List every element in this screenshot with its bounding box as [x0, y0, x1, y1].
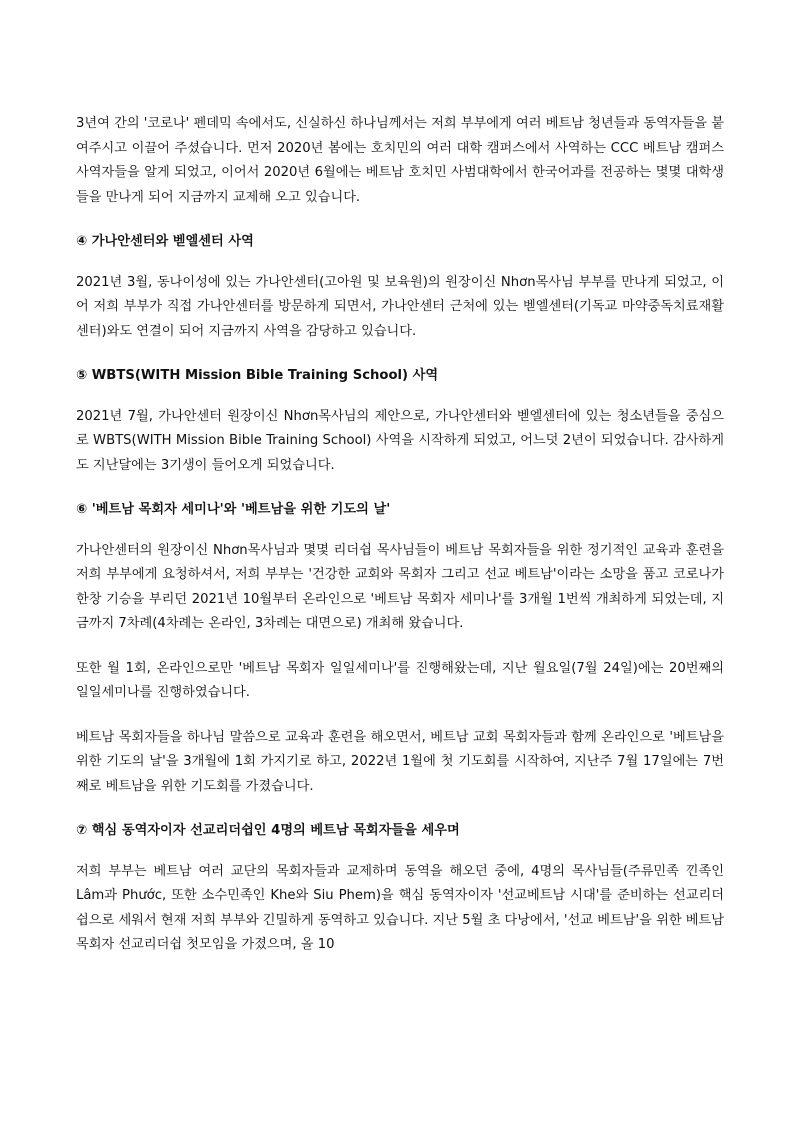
- section-7-paragraph: 저희 부부는 베트남 여러 교단의 목회자들과 교제하며 동역을 해오던 중에, 4명의 목사님들(주류민족 낀족인 Lâm과 Phước, 또한 소수민족인 Khe와 Siu Phem)을 핵심 동역자이자 '선교베트남 시대'를 준비하는 선교리더쉽으로 세워서 현재 저희 부부와 긴밀하게 동역하고 있습니다. 지난 5월 초 다낭에서, '선교 베트남'을 위한 베트남 목회자 선교리더쉽 첫모임을 가졌으며, 올 10: [76, 863, 724, 952]
- section-5-heading: ⑤ WBTS(WITH Mission Bible Training School) 사역: [76, 368, 439, 383]
- section-4-heading: ④ 가나안센터와 벧엘센터 사역: [76, 234, 254, 249]
- section-6-paragraph-1: 가나안센터의 원장이신 Nhơn목사님과 몇몇 리더쉽 목사님들이 베트남 목회자들을 위한 정기적인 교육과 훈련을 저희 부부에게 요청하셔서, 저희 부부는 '건강한 교회와 목회자 그리고 선교 베트남'이라는 소망을 품고 코로나가 한창 기승을 부리던 2021년 10월부터 온라인으로 '베트남 목회자 세미나'를 3개월 1번씩 개최하게 되었는데, 지금까지 7차례(4차례는 온라인, 3차례는 대면으로) 개최해 왔습니다.: [76, 542, 724, 631]
- section-7-heading: ⑦ 핵심 동역자이자 선교리더쉽인 4명의 베트남 목회자들을 세우며: [76, 823, 460, 838]
- section-4-paragraph: 2021년 3월, 동나이성에 있는 가나안센터(고아원 및 보육원)의 원장이신 Nhơn목사님 부부를 만나게 되었고, 이어 저희 부부가 직접 가나안센터를 방문하게 되면서, 가나안센터 근처에 있는 벧엘센터(기독교 마약중독치료재활센터)와도 연결이 되어 지금까지 사역을 감당하고 있습니다.: [76, 274, 724, 339]
- section-6-heading: ⑥ '베트남 목회자 세미나'와 '베트남을 위한 기도의 날': [76, 502, 391, 517]
- intro-paragraph: 3년여 간의 '코로나' 펜데믹 속에서도, 신실하신 하나님께서는 저희 부부에게 여러 베트남 청년들과 동역자들을 붙여주시고 이끌어 주셨습니다. 먼저 2020년 봄에는 호치민의 여러 대학 캠퍼스에서 사역하는 CCC 베트남 캠퍼스 사역자들을 알게 되었고, 이어서 2020년 6월에는 베트남 호치민 사범대학에서 한국어과를 전공하는 몇몇 대학생들을 만나게 되어 지금까지 교제해 오고 있습니다.: [76, 116, 724, 205]
- section-6-paragraph-3: 베트남 목회자들을 하나님 말씀으로 교육과 훈련을 해오면서, 베트남 교회 목회자들과 함께 온라인으로 '베트남을 위한 기도의 날'을 3개월에 1회 가지기로 하고, 2022년 1월에 첫 기도회를 시작하여, 지난주 7월 17일에는 7번째로 베트남을 위한 기도회를 가졌습니다.: [76, 729, 724, 794]
- section-5-paragraph: 2021년 7월, 가나안센터 원장이신 Nhơn목사님의 제안으로, 가나안센터와 벧엘센터에 있는 청소년들을 중심으로 WBTS(WITH Mission Bible Training School) 사역을 시작하게 되었고, 어느덧 2년이 되었습니다. 감사하게도 지난달에는 3기생이 들어오게 되었습니다.: [76, 408, 724, 473]
- section-6-paragraph-2: 또한 월 1회, 온라인으로만 '베트남 목회자 일일세미나'를 진행해왔는데, 지난 월요일(7월 24일)에는 20번째의 일일세미나를 진행하였습니다.: [76, 660, 724, 700]
